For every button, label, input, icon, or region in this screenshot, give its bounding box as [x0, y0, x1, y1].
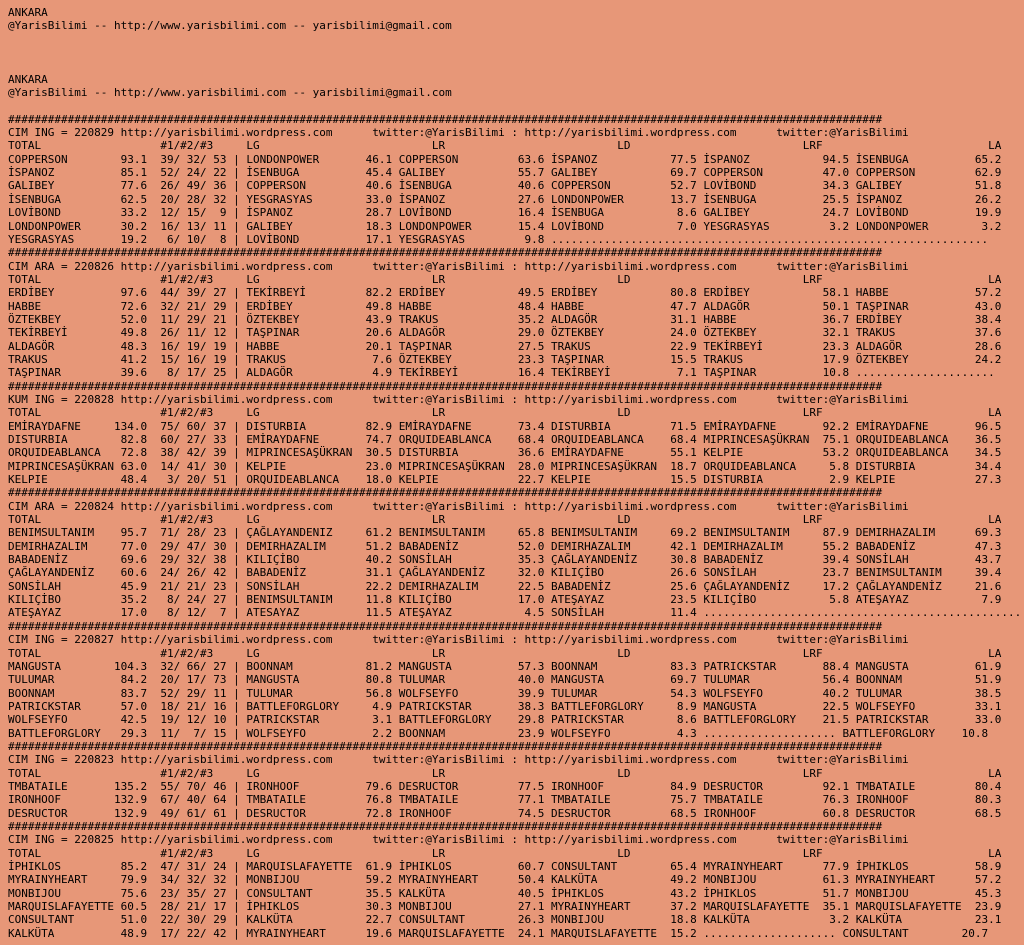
table-row: DESRUCTOR 132.9 49/ 61/ 61 | DESRUCTOR 72.8 IRONHOOF 74.5 DESRUCTOR 68.5 IRONHOOF 60.8 DESRUCTOR 68.5: [8, 806, 1002, 820]
column-header: TOTAL #1/#2/#3 LG LR LD LRF LA: [8, 766, 1002, 780]
table-row: TRAKUS 41.2 15/ 16/ 19 | TRAKUS 7.6 ÖZTEKBEY 23.3 TAŞPINAR 15.5 TRAKUS 17.9 ÖZTEKBEY 24.2: [8, 352, 1002, 366]
table-row: SONSİLAH 45.9 21/ 21/ 23 | SONSİLAH 22.2 DEMIRHAZALIM 22.5 BABADENİZ 25.6 ÇAĞLAYANDENİZ 17.2 ÇAĞLAYANDENİZ 21.6: [8, 579, 1002, 593]
block-title: CIM ARA = 220826 http://yarisbilimi.wordpress.com twitter:@YarisBilimi : http://yarisbilimi.wordpress.com twitter:@YarisBilimi: [8, 259, 909, 273]
table-row: COPPERSON 93.1 39/ 32/ 53 | LONDONPOWER 46.1 COPPERSON 63.6 İSPANOZ 77.5 İSPANOZ 94.5 İSENBUGA 65.2: [8, 152, 1002, 166]
block-title: CIM ING = 220825 http://yarisbilimi.wordpress.com twitter:@YarisBilimi : http://yarisbilimi.wordpress.com twitter:@YarisBilimi: [8, 833, 909, 847]
table-row: CONSULTANT 51.0 22/ 30/ 29 | KALKÜTA 22.7 CONSULTANT 26.3 MONBIJOU 18.8 KALKÜTA 3.2 KALKÜTA 23.1: [8, 913, 1002, 927]
table-row: IRONHOOF 132.9 67/ 40/ 64 | TMBATAILE 76.8 TMBATAILE 77.1 TMBATAILE 75.7 TMBATAILE 76.3 IRONHOOF 80.3: [8, 793, 1002, 807]
spacer: [8, 46, 1016, 59]
table-row: BATTLEFORGLORY 29.3 11/ 7/ 15 | WOLFSEYFO 2.2 BOONNAM 23.9 WOLFSEYFO 4.3 .................... BATTLEFORGLORY 10.8: [8, 726, 989, 740]
table-row: BENIMSULTANIM 95.7 71/ 28/ 23 | ÇAĞLAYANDENIZ 61.2 BENIMSULTANIM 65.8 BENIMSULTANIM 69.2 BENIMSULTANIM 87.9 DEMIRHAZALIM 69.3: [8, 526, 1002, 540]
table-row: TAŞPINAR 39.6 8/ 17/ 25 | ALDAGÖR 4.9 TEKİRBEYİ 16.4 TEKİRBEYİ 7.1 TAŞPINAR 10.8 .....................: [8, 366, 995, 380]
table-row: MARQUISLAFAYETTE 60.5 28/ 21/ 17 | İPHIKLOS 30.3 MONBIJOU 27.1 MYRAINYHEART 37.2 MARQUISLAFAYETTE 35.1 MARQUISLAFAYETTE 23.9: [8, 900, 1002, 914]
table-row: TEKİRBEYİ 49.8 26/ 11/ 12 | TAŞPINAR 20.6 ALDAGÖR 29.0 ÖZTEKBEY 24.0 ÖZTEKBEY 32.1 TRAKUS 37.6: [8, 326, 1002, 340]
table-row: İSPANOZ 85.1 52/ 24/ 22 | İSENBUGA 45.4 GALIBEY 55.7 GALIBEY 69.7 COPPERSON 47.0 COPPERSON 62.9: [8, 166, 1002, 180]
table-row: TMBATAILE 135.2 55/ 70/ 46 | IRONHOOF 79.6 DESRUCTOR 77.5 IRONHOOF 84.9 DESRUCTOR 92.1 TMBATAILE 80.4: [8, 779, 1002, 793]
block-separator: ####################################################################################################################################: [8, 112, 883, 126]
spacer: [8, 99, 1016, 112]
table-row: MONBIJOU 75.6 23/ 35/ 27 | CONSULTANT 35.5 KALKÜTA 40.5 İPHIKLOS 43.2 İPHIKLOS 51.7 MONBIJOU 45.3: [8, 886, 1002, 900]
column-header: TOTAL #1/#2/#3 LG LR LD LRF LA: [8, 139, 1002, 153]
table-row: PATRICKSTAR 57.0 18/ 21/ 16 | BATTLEFORGLORY 4.9 PATRICKSTAR 38.3 BATTLEFORGLORY 8.9 MANGUSTA 22.5 WOLFSEYFO 33.1: [8, 699, 1002, 713]
table-row: GALIBEY 77.6 26/ 49/ 36 | COPPERSON 40.6 İSENBUGA 40.6 COPPERSON 52.7 LOVİBOND 34.3 GALIBEY 51.8: [8, 179, 1002, 193]
table-row: YESGRASYAS 19.2 6/ 10/ 8 | LOVİBOND 17.1 YESGRASYAS 9.8 ..................................................................: [8, 232, 989, 246]
table-row: ERDİBEY 97.6 44/ 39/ 27 | TEKİRBEYİ 82.2 ERDİBEY 49.5 ERDİBEY 80.8 ERDİBEY 58.1 HABBE 57.2: [8, 286, 1002, 300]
block-title: KUM ING = 220828 http://yarisbilimi.wordpress.com twitter:@YarisBilimi : http://yarisbilimi.wordpress.com twitter:@YarisBilimi: [8, 392, 909, 406]
table-row: WOLFSEYFO 42.5 19/ 12/ 10 | PATRICKSTAR 3.1 BATTLEFORGLORY 29.8 PATRICKSTAR 8.6 BATTLEFORGLORY 21.5 PATRICKSTAR 33.0: [8, 713, 1002, 727]
block-separator: ####################################################################################################################################: [8, 739, 883, 753]
block-title: CIM ING = 220829 http://yarisbilimi.wordpress.com twitter:@YarisBilimi : http://yarisbilimi.wordpress.com twitter:@YarisBilimi: [8, 126, 909, 140]
table-row: DISTURBIA 82.8 60/ 27/ 33 | EMİRAYDAFNE 74.7 ORQUIDEABLANCA 68.4 ORQUIDEABLANCA 68.4 MIPRINCESAŞÜKRAN 75.1 ORQUIDEABLANCA 36.5: [8, 433, 1002, 446]
spacer: [8, 33, 1016, 46]
column-header: TOTAL #1/#2/#3 LG LR LD LRF LA: [8, 406, 1002, 420]
table-row: BABADENİZ 69.6 29/ 32/ 38 | KILIÇİBO 40.2 SONSİLAH 35.3 ÇAĞLAYANDENİZ 30.8 BABADENİZ 39.4 SONSİLAH 43.7: [8, 553, 1002, 567]
table-row: DEMIRHAZALIM 77.0 29/ 47/ 30 | DEMIRHAZALIM 51.2 BABADENİZ 52.0 DEMIRHAZALIM 42.1 DEMIRHAZALIM 55.2 BABADENİZ 47.3: [8, 539, 1002, 553]
block-title: CIM ING = 220827 http://yarisbilimi.wordpress.com twitter:@YarisBilimi : http://yarisbilimi.wordpress.com twitter:@YarisBilimi: [8, 633, 909, 647]
header-contact-top: @YarisBilimi -- http://www.yarisbilimi.com -- yarisbilimi@gmail.com: [8, 19, 452, 33]
block-title: CIM ARA = 220824 http://yarisbilimi.wordpress.com twitter:@YarisBilimi : http://yarisbilimi.wordpress.com twitter:@YarisBilimi: [8, 499, 909, 513]
table-row: LONDONPOWER 30.2 16/ 13/ 11 | GALIBEY 18.3 LONDONPOWER 15.4 LOVİBOND 7.0 YESGRASYAS 3.2 LONDONPOWER 3.2: [8, 219, 1002, 233]
header-city-top: ANKARA: [8, 6, 48, 19]
block-separator: ####################################################################################################################################: [8, 246, 883, 260]
table-row: KILIÇİBO 35.2 8/ 24/ 27 | BENIMSULTANIM 11.8 KILIÇİBO 17.0 ATEŞAYAZ 23.5 KILIÇİBO 5.8 ATEŞAYAZ 7.9: [8, 593, 1002, 607]
table-row: BOONNAM 83.7 52/ 29/ 11 | TULUMAR 56.8 WOLFSEYFO 39.9 TULUMAR 54.3 WOLFSEYFO 40.2 TULUMAR 38.5: [8, 686, 1002, 700]
column-header: TOTAL #1/#2/#3 LG LR LD LRF LA: [8, 846, 1002, 860]
spacer: [8, 59, 1016, 72]
column-header: TOTAL #1/#2/#3 LG LR LD LRF LA: [8, 272, 1002, 286]
table-row: KALKÜTA 48.9 17/ 22/ 42 | MYRAINYHEART 19.6 MARQUISLAFAYETTE 24.1 MARQUISLAFAYETTE 15.2 .................... CONSULTANT 20.7: [8, 926, 989, 940]
block-title: CIM ING = 220823 http://yarisbilimi.wordpress.com twitter:@YarisBilimi : http://yarisbilimi.wordpress.com twitter:@YarisBilimi: [8, 753, 909, 767]
table-row: KELPIE 48.4 3/ 20/ 51 | ORQUIDEABLANCA 18.0 KELPIE 22.7 KELPIE 15.5 DISTURBIA 2.9 KELPIE 27.3: [8, 473, 1002, 487]
header-city-repeat: ANKARA: [8, 72, 48, 86]
table-row: ATEŞAYAZ 17.0 8/ 12/ 7 | ATESAYAZ 11.5 ATEŞAYAZ 4.5 SONSİLAH 11.4 ................................................: [8, 606, 1022, 620]
table-row: TULUMAR 84.2 20/ 17/ 73 | MANGUSTA 80.8 TULUMAR 40.0 MANGUSTA 69.7 TULUMAR 56.4 BOONNAM 51.9: [8, 673, 1002, 687]
table-row: ALDAGÖR 48.3 16/ 19/ 19 | HABBE 20.1 TAŞPINAR 27.5 TRAKUS 22.9 TEKİRBEYİ 23.3 ALDAGÖR 28.6: [8, 339, 1002, 353]
block-separator: ####################################################################################################################################: [8, 819, 883, 833]
header-contact-repeat: @YarisBilimi -- http://www.yarisbilimi.com -- yarisbilimi@gmail.com: [8, 86, 452, 100]
table-row: EMİRAYDAFNE 134.0 75/ 60/ 37 | DISTURBIA 82.9 EMİRAYDAFNE 73.4 DISTURBIA 71.5 EMİRAYDAFNE 92.2 EMİRAYDAFNE 96.5: [8, 419, 1002, 433]
table-row: ÖZTEKBEY 52.0 11/ 29/ 21 | ÖZTEKBEY 43.9 TRAKUS 35.2 ALDAGÖR 31.1 HABBE 36.7 ERDİBEY 38.4: [8, 312, 1002, 326]
table-row: İSENBUGA 62.5 20/ 28/ 32 | YESGRASYAS 33.0 İSPANOZ 27.6 LONDONPOWER 13.7 İSENBUGA 25.5 İSPANOZ 26.2: [8, 192, 1002, 206]
block-separator: ####################################################################################################################################: [8, 619, 883, 633]
table-row: HABBE 72.6 32/ 21/ 29 | ERDİBEY 49.8 HABBE 48.4 HABBE 47.7 ALDAGÖR 50.1 TAŞPINAR 43.0: [8, 299, 1002, 313]
table-row: ORQUIDEABLANCA 72.8 38/ 42/ 39 | MIPRINCESAŞÜKRAN 30.5 DISTURBIA 36.6 EMİRAYDAFNE 55.1 KELPIE 53.2 ORQUIDEABLANCA 34.5: [8, 446, 1002, 460]
table-row: İPHIKLOS 85.2 47/ 31/ 24 | MARQUISLAFAYETTE 61.9 İPHIKLOS 60.7 CONSULTANT 65.4 MYRAINYHEART 77.9 İPHIKLOS 58.9: [8, 860, 1002, 873]
column-header: TOTAL #1/#2/#3 LG LR LD LRF LA: [8, 513, 1002, 527]
table-row: MANGUSTA 104.3 32/ 66/ 27 | BOONNAM 81.2 MANGUSTA 57.3 BOONNAM 83.3 PATRICKSTAR 88.4 MANGUSTA 61.9: [8, 659, 1002, 673]
table-row: MYRAINYHEART 79.9 34/ 32/ 32 | MONBIJOU 59.2 MYRAINYHEART 50.4 KALKÜTA 49.2 MONBIJOU 61.3 MYRAINYHEART 57.2: [8, 873, 1002, 887]
table-row: LOVİBOND 33.2 12/ 15/ 9 | İSPANOZ 28.7 LOVİBOND 16.4 İSENBUGA 8.6 GALIBEY 24.7 LOVİBOND 19.9: [8, 206, 1002, 220]
table-row: ÇAĞLAYANDENİZ 60.6 24/ 26/ 42 | BABADENİZ 31.1 ÇAĞLAYANDENİZ 32.0 KILIÇİBO 26.6 SONSİLAH 23.7 BENIMSULTANIM 39.4: [8, 566, 1002, 580]
block-separator: ####################################################################################################################################: [8, 379, 883, 393]
block-separator: ####################################################################################################################################: [8, 486, 883, 500]
column-header: TOTAL #1/#2/#3 LG LR LD LRF LA: [8, 646, 1002, 660]
table-row: MIPRINCESAŞÜKRAN 63.0 14/ 41/ 30 | KELPIE 23.0 MIPRINCESAŞÜKRAN 28.0 MIPRINCESAŞÜKRAN 18.7 ORQUIDEABLANCA 5.8 DISTURBIA 34.4: [8, 459, 1002, 473]
